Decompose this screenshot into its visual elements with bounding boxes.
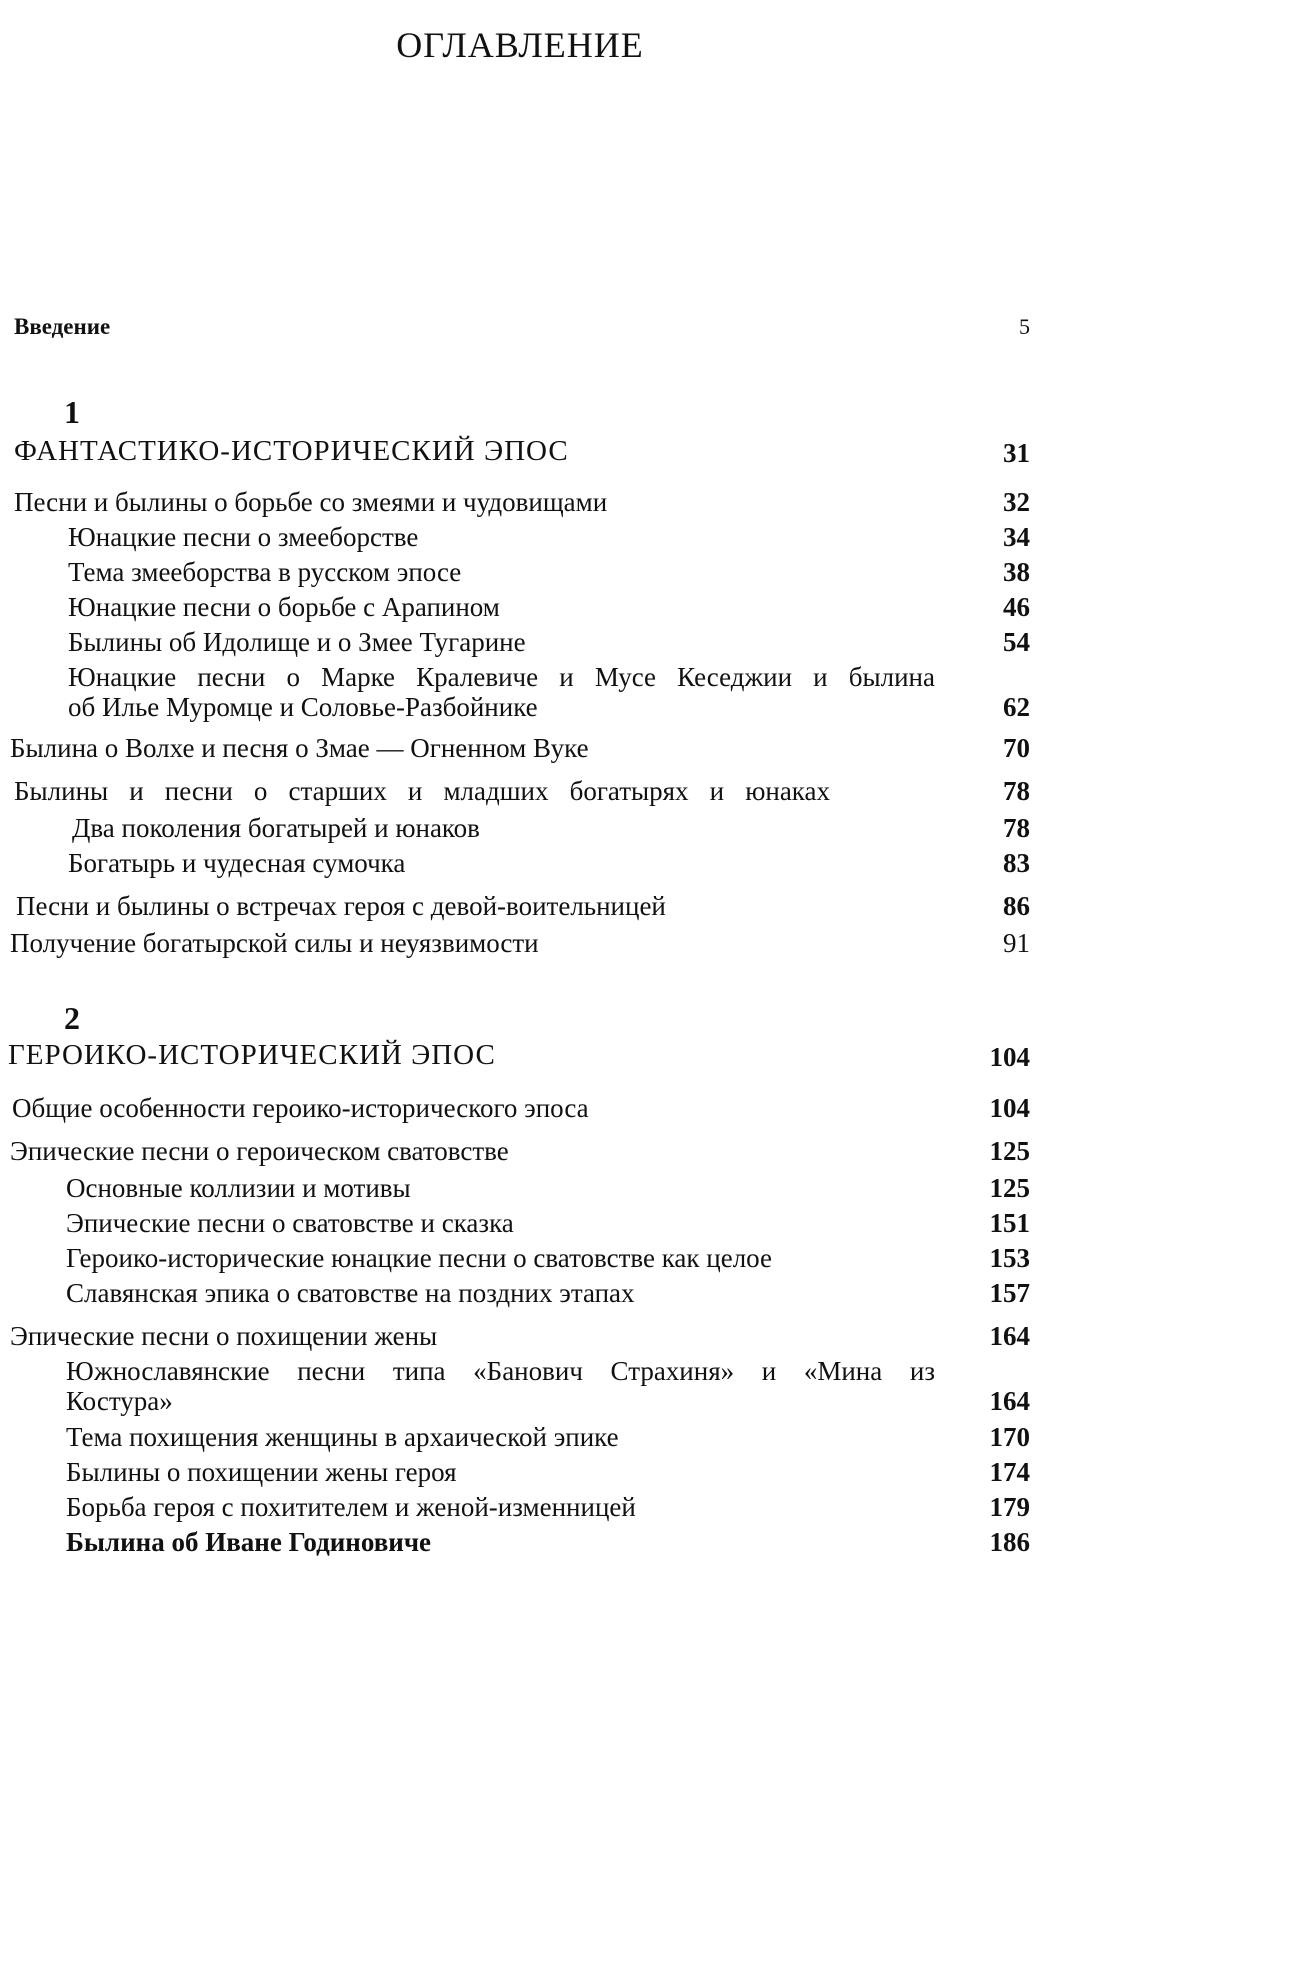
toc-entry-page: 186: [989, 1527, 1030, 1557]
toc-entry: [0, 557, 1030, 587]
toc-entry: [0, 487, 1030, 517]
toc-entry-page: 179: [989, 1492, 1030, 1522]
toc-entry-label-line1: Юнацкие песни о Марке Кралевиче и Мусе Кеседжии и былина: [68, 662, 935, 692]
toc-entry: [0, 592, 1030, 622]
toc-entry-page: 5: [1019, 314, 1030, 339]
toc-entry-label: Общие особенности героико-исторического эпоса: [12, 1093, 589, 1123]
toc-entry-label: Песни и былины о встречах героя с девой-воительницей: [16, 891, 666, 921]
chapter-page: 31: [1003, 438, 1030, 468]
chapter-number: 1: [64, 394, 80, 430]
toc-entry-page: 54: [1003, 627, 1030, 657]
toc-entry-page: 174: [989, 1457, 1030, 1487]
toc-entry-label: Славянская эпика о сватовстве на поздних этапах: [66, 1278, 635, 1308]
toc-entry-page: 157: [989, 1278, 1030, 1308]
toc-entry: [0, 1527, 1030, 1557]
toc-entry-label: Песни и былины о борьбе со змеями и чудовищами: [14, 487, 608, 517]
toc-entry-label-line2: Костура»: [66, 1386, 173, 1416]
toc-entry-page: 164: [989, 1321, 1030, 1351]
toc-entry-intro: [0, 312, 1030, 342]
toc-entry: [0, 1208, 1030, 1238]
toc-entry: [0, 1136, 1030, 1166]
toc-entry: [0, 662, 1030, 722]
toc-entry-page: 34: [1003, 522, 1030, 552]
toc-entry-label-line2: об Илье Муромце и Соловье-Разбойнике: [68, 692, 538, 722]
toc-entry-label: Борьба героя с похитителем и женой-изменницей: [66, 1492, 636, 1522]
toc-entry-page: 78: [1003, 776, 1030, 806]
toc-entry-label: Юнацкие песни о борьбе с Арапином: [68, 592, 500, 622]
toc-entry-label: Былина об Иване Годиновиче: [66, 1527, 432, 1557]
toc-entry-page: 91: [1003, 928, 1030, 958]
toc-entry-label: Введение: [14, 314, 111, 339]
toc-entry-page: 153: [989, 1243, 1030, 1273]
toc-entry: [0, 1243, 1030, 1273]
chapter-title: ФАНТАСТИКО-ИСТОРИЧЕСКИЙ ЭПОС: [14, 435, 569, 467]
toc-entry-page: 62: [1003, 692, 1030, 722]
toc-entry-label: Эпические песни о сватовстве и сказка: [66, 1208, 514, 1238]
toc-entry: [0, 1457, 1030, 1487]
toc-entry: [0, 627, 1030, 657]
toc-entry-label: Получение богатырской силы и неуязвимости: [10, 928, 539, 958]
toc-entry-label: Былины о похищении жены героя: [66, 1457, 457, 1487]
toc-entry-label-line1: Южнославянские песни типа «Банович Страхиня» и «Мина из: [66, 1356, 935, 1386]
toc-entry-label: Былина о Волхе и песня о Змае — Огненном Вуке: [10, 733, 589, 763]
toc-entry-label: Основные коллизии и мотивы: [66, 1173, 411, 1203]
toc-entry: [0, 848, 1030, 878]
page-title: ОГЛАВЛЕНИЕ: [396, 25, 644, 65]
toc-entry-page: 46: [1003, 592, 1030, 622]
chapter-heading: [0, 1040, 1030, 1072]
toc-entry-label: Юнацкие песни о змееборстве: [68, 522, 419, 552]
toc-entry-label: Тема змееборства в русском эпосе: [68, 557, 462, 587]
toc-entry-label: Эпические песни о похищении жены: [10, 1321, 438, 1351]
toc-entry-page: 164: [989, 1386, 1030, 1416]
toc-entry-page: 170: [989, 1422, 1030, 1452]
toc-entry-page: 86: [1003, 891, 1030, 921]
toc-entry-label: Героико-исторические юнацкие песни о сватовстве как целое: [66, 1243, 772, 1273]
toc-entry: [0, 928, 1030, 958]
toc-entry: [0, 1278, 1030, 1308]
toc-entry: [0, 1492, 1030, 1522]
toc-entry: [0, 813, 1030, 843]
toc-entry-label: Тема похищения женщины в архаической эпике: [66, 1422, 619, 1452]
chapter-number: 2: [64, 1000, 80, 1036]
toc-entry-page: 70: [1003, 733, 1030, 763]
toc-entry-label: Эпические песни о героическом сватовстве: [10, 1136, 509, 1166]
toc-entry: [0, 776, 1030, 806]
toc-entry: [0, 1356, 1030, 1416]
toc-entry: [0, 1422, 1030, 1452]
toc-entry-label: Былины об Идолище и о Змее Тугарине: [68, 627, 526, 657]
toc-entry-page: 104: [989, 1093, 1030, 1123]
toc-entry: [0, 733, 1030, 763]
toc-entry-page: 83: [1003, 848, 1030, 878]
toc-entry-page: 78: [1003, 813, 1030, 843]
chapter-page: 104: [989, 1042, 1030, 1072]
chapter-title: ГЕРОИКО-ИСТОРИЧЕСКИЙ ЭПОС: [8, 1039, 496, 1071]
toc-entry: [0, 1173, 1030, 1203]
toc-entry-page: 125: [989, 1136, 1030, 1166]
toc-entry-label: Богатырь и чудесная сумочка: [68, 848, 406, 878]
chapter-heading: [0, 436, 1030, 468]
toc-entry: [0, 891, 1030, 921]
toc-entry-page: 125: [989, 1173, 1030, 1203]
toc-entry-page: 38: [1003, 557, 1030, 587]
toc-entry-page: 151: [989, 1208, 1030, 1238]
toc-entry-page: 32: [1003, 487, 1030, 517]
toc-entry-label: Былины и песни о старших и младших богатырях и юнаках: [14, 776, 830, 806]
toc-entry: [0, 1093, 1030, 1123]
toc-entry-label: Два поколения богатырей и юнаков: [72, 813, 480, 843]
toc-entry: [0, 1321, 1030, 1351]
toc-entry: [0, 522, 1030, 552]
